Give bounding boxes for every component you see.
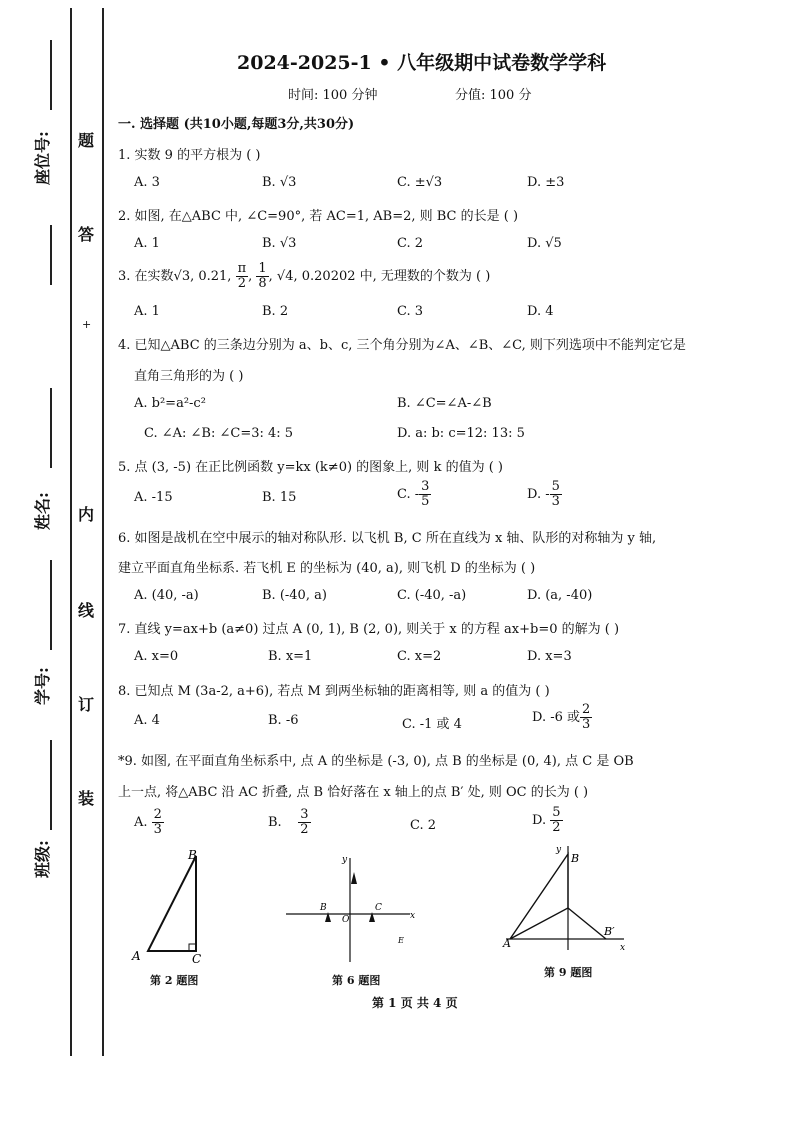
fig6-label-e: E xyxy=(398,936,404,945)
fig6-plane-top xyxy=(351,872,357,884)
fig9-label-bp: B′ xyxy=(604,925,615,938)
name-underline-top xyxy=(50,225,52,285)
q3-stem-post: , √4, 0.20202 中, 无理数的个数为 ( ) xyxy=(268,269,491,284)
figure-6 xyxy=(280,850,430,965)
binding-char-nei: 内 xyxy=(78,505,95,524)
fig9-caption: 第 9 题图 xyxy=(544,966,593,979)
fig2-right-angle-mark xyxy=(189,944,196,951)
q1-stem: 1. 实数 9 的平方根为 ( ) xyxy=(118,148,261,163)
q4-option-c: C. ∠A: ∠B: ∠C=3: 4: 5 xyxy=(144,426,294,441)
fig6-label-x: x xyxy=(410,911,416,921)
fig6-caption: 第 6 题图 xyxy=(332,974,381,987)
q8-option-a: A. 4 xyxy=(134,713,160,728)
q2-stem: 2. 如图, 在△ABC 中, ∠C=90°, 若 AC=1, AB=2, 则 BC 的长是 ( ) xyxy=(118,209,519,224)
fig9-label-x: x xyxy=(620,943,626,953)
q9-stem-line1: *9. 如图, 在平面直角坐标系中, 点 A 的坐标是 (-3, 0), 点 B 的坐标是 (0, 4), 点 C 是 OB xyxy=(118,754,634,769)
q3-stem: 3. 在实数√3, 0.21, $\frac{\pi}{2}$ , $\frac{1}{8}$ , √4, 0.20202 中, 无理数的个数为 ( ) xyxy=(118,261,491,291)
figure-2 xyxy=(128,850,218,965)
q3-option-d: D. 4 xyxy=(527,304,554,319)
q4-option-d: D. a: b: c=12: 13: 5 xyxy=(397,426,525,441)
q1-option-c: C. ±√3 xyxy=(397,175,443,190)
seat-label: 座位号: xyxy=(33,131,52,185)
q2-option-b: B. √3 xyxy=(262,236,297,251)
name-label: 姓名: xyxy=(33,492,52,530)
q3-stem-pre: 3. 在实数√3, 0.21, xyxy=(118,269,232,284)
q7-option-c: C. x=2 xyxy=(397,649,442,664)
q1-option-a: A. 3 xyxy=(134,175,160,190)
q3-option-b: B. 2 xyxy=(262,304,289,319)
class-label: 班级: xyxy=(33,840,52,878)
exam-score: 分值: 100 分 xyxy=(455,88,532,103)
q3-option-a: A. 1 xyxy=(134,304,160,319)
q9-option-c: C. 2 xyxy=(410,818,437,833)
fig9-label-y: y xyxy=(556,845,562,855)
fig6-label-y: y xyxy=(342,855,348,865)
q9-option-a: A. $\frac{2}{3}$ xyxy=(134,807,162,837)
binding-char-ding: 订 xyxy=(78,695,95,714)
fig2-caption: 第 2 题图 xyxy=(150,974,199,987)
q6-option-b: B. (-40, a) xyxy=(262,588,327,603)
exam-time: 时间: 100 分钟 xyxy=(288,88,378,103)
q6-option-c: C. (-40, -a) xyxy=(397,588,467,603)
fig9-label-a: A xyxy=(503,937,511,950)
q6-stem-line2: 建立平面直角坐标系. 若飞机 E 的坐标为 (40, a), 则飞机 D 的坐标为 ( ) xyxy=(118,561,536,576)
q5-option-b: B. 15 xyxy=(262,490,297,505)
binding-line-outer xyxy=(70,8,72,1056)
q7-stem: 7. 直线 y=ax+b (a≠0) 过点 A (0, 1), B (2, 0), 则关于 x 的方程 ax+b=0 的解为 ( ) xyxy=(118,622,620,637)
binding-char-da: 答 xyxy=(78,225,95,244)
fig2-label-a: A xyxy=(132,949,141,963)
q4-option-a: A. b²=a²-c² xyxy=(134,396,206,411)
q3-frac-eighth: $\frac{1}{8}$ xyxy=(258,261,267,291)
section-title: 一. 选择题 (共10小题,每题3分,共30分) xyxy=(118,117,355,132)
id-label: 学号: xyxy=(33,667,52,705)
q4-option-b: B. ∠C=∠A-∠B xyxy=(397,396,492,411)
fig2-label-c: C xyxy=(192,952,202,965)
q4-stem-line2: 直角三角形的为 ( ) xyxy=(134,369,244,384)
q5-option-c: C. - $\frac{3}{5}$ xyxy=(397,479,430,509)
q9-option-b: B. $\frac{3}{2}$ xyxy=(268,807,309,837)
q2-option-d: D. √5 xyxy=(527,236,562,251)
page-footer: 第 1 页 共 4 页 xyxy=(372,996,458,1010)
q8-option-c: C. -1 或 4 xyxy=(402,717,462,732)
fig2-triangle xyxy=(148,856,196,951)
q3-frac-pi: $\frac{\pi}{2}$ xyxy=(237,261,247,291)
q4-stem-line1: 4. 已知△ABC 的三条边分别为 a、b、c, 三个角分别为∠A、∠B、∠C, 则下列选项中不能判定它是 xyxy=(118,338,686,353)
q5-option-a: A. -15 xyxy=(134,490,173,505)
exam-title: 2024-2025-1 • 八年级期中试卷数学学科 xyxy=(237,52,607,74)
figure-9 xyxy=(500,842,635,957)
q8-option-b: B. -6 xyxy=(268,713,299,728)
class-underline xyxy=(50,740,52,830)
q1-option-d: D. ±3 xyxy=(527,175,565,190)
binding-char-xian: 线 xyxy=(78,601,95,620)
q3-option-c: C. 3 xyxy=(397,304,424,319)
q5-stem: 5. 点 (3, -5) 在正比例函数 y=kx (k≠0) 的图象上, 则 k 的值为 ( ) xyxy=(118,460,503,475)
fig2-label-b: B xyxy=(188,850,197,862)
q1-option-b: B. √3 xyxy=(262,175,297,190)
q8-option-d: D. -6 或 $\frac{2}{3}$ xyxy=(532,702,591,732)
q7-option-b: B. x=1 xyxy=(268,649,313,664)
q6-option-d: D. (a, -40) xyxy=(527,588,593,603)
q8-stem: 8. 已知点 M (3a-2, a+6), 若点 M 到两坐标轴的距离相等, 则 a 的值为 ( ) xyxy=(118,684,550,699)
fig9-triangle-abc xyxy=(510,854,568,939)
q6-option-a: A. (40, -a) xyxy=(134,588,199,603)
name-underline xyxy=(50,388,52,468)
binding-char-ti: 题 xyxy=(78,131,95,150)
binding-dot: + xyxy=(82,318,92,331)
fig9-fold-line xyxy=(568,908,606,939)
q7-option-a: A. x=0 xyxy=(134,649,179,664)
q9-option-d: D. $\frac{5}{2}$ xyxy=(532,805,561,835)
q9-stem-line2: 上一点, 将△ABC 沿 AC 折叠, 点 B 恰好落在 x 轴上的点 B′ 处, 则 OC 的长为 ( ) xyxy=(118,785,589,800)
seat-underline xyxy=(50,40,52,110)
q6-stem-line1: 6. 如图是战机在空中展示的轴对称队形. 以飞机 B, C 所在直线为 x 轴、队形的对称轴为 y 轴, xyxy=(118,531,657,546)
id-underline xyxy=(50,560,52,650)
fig6-label-c: C xyxy=(375,903,382,913)
q2-option-c: C. 2 xyxy=(397,236,424,251)
binding-line-inner xyxy=(102,8,104,1056)
fig9-label-b: B xyxy=(571,852,580,865)
q5-option-d: D. - $\frac{5}{3}$ xyxy=(527,479,560,509)
q7-option-d: D. x=3 xyxy=(527,649,572,664)
fig6-label-o: O xyxy=(342,915,350,925)
binding-char-zhuang: 装 xyxy=(78,789,95,808)
fig6-label-b: B xyxy=(320,903,327,913)
q2-option-a: A. 1 xyxy=(134,236,160,251)
